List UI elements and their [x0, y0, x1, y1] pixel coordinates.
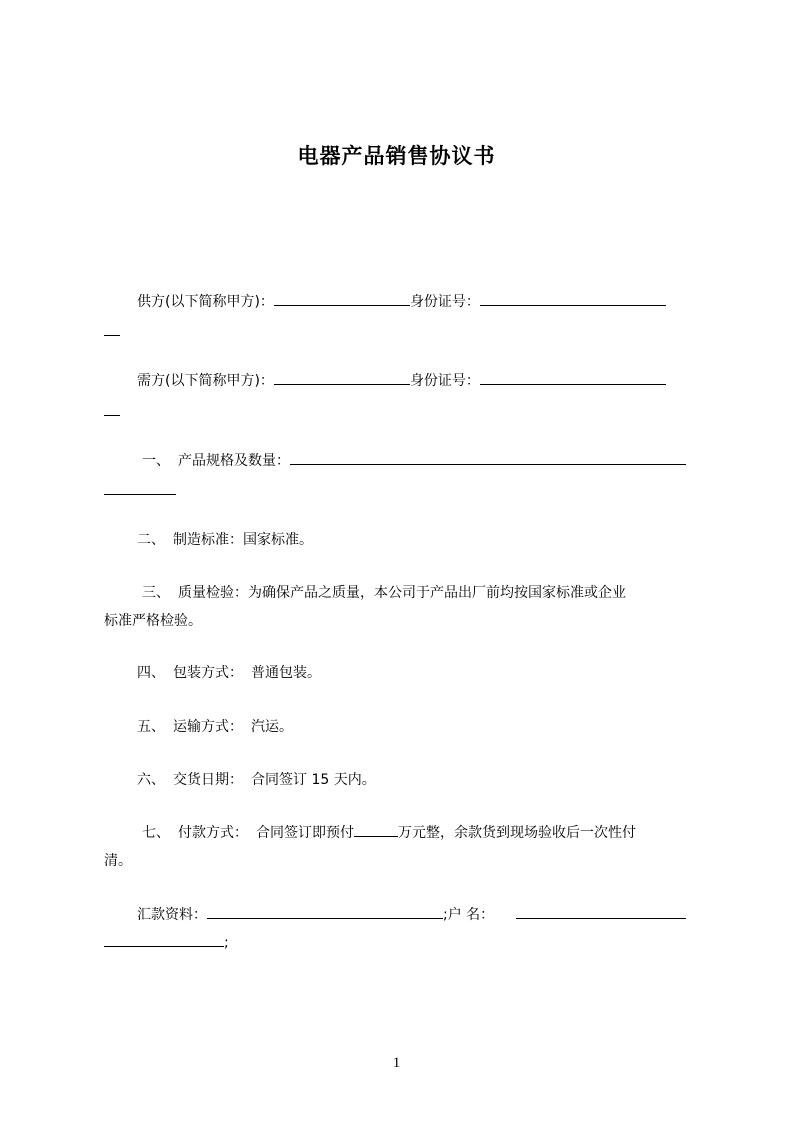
clause-3	[104, 583, 704, 603]
clause-label: 制造标准：	[173, 532, 243, 548]
clause-continuation: 标准严格检验。	[104, 613, 202, 629]
clause-label: 产品规格及数量：	[178, 453, 290, 469]
supplier-line	[104, 292, 704, 312]
remittance-label: 汇款资料：	[137, 907, 207, 923]
remittance-separator: ;	[443, 907, 448, 923]
clause-label: 运输方式：	[173, 719, 243, 735]
clause-number: 三、	[142, 585, 170, 601]
clause-label: 付款方式：	[178, 825, 248, 841]
remittance-line-wrap	[104, 933, 704, 953]
clause-3-wrap	[104, 611, 704, 631]
clause-number: 六、	[137, 772, 165, 788]
clause-number: 五、	[137, 719, 165, 735]
account-name-blank-cont[interactable]	[104, 933, 224, 947]
remittance-info-blank[interactable]	[207, 905, 443, 919]
clause-value: 国家标准。	[243, 532, 313, 548]
clause-5	[104, 717, 704, 737]
clause-value: 为确保产品之质量，本公司于产品出厂前均按国家标准或企业	[248, 585, 626, 601]
buyer-line	[104, 371, 704, 391]
clause-value-after: 万元整，余款货到现场验收后一次性付	[398, 825, 636, 841]
clause-1-wrap	[104, 481, 704, 501]
clause-1	[104, 451, 704, 471]
remittance-end: ;	[224, 935, 229, 951]
clause-number: 七、	[142, 825, 170, 841]
clause-7	[104, 823, 704, 843]
buyer-id-label: 身份证号：	[409, 373, 480, 389]
clause-number: 二、	[137, 532, 165, 548]
product-spec-blank-cont[interactable]	[104, 481, 176, 495]
page-number: 1	[392, 1055, 401, 1071]
supplier-line-wrap	[104, 322, 704, 342]
buyer-label: 需方(以下简称甲方)：	[137, 373, 274, 389]
supplier-id-blank-cont[interactable]	[104, 322, 120, 336]
clause-continuation: 清。	[104, 853, 132, 869]
buyer-id-blank-cont[interactable]	[104, 402, 120, 416]
clause-number: 四、	[137, 665, 165, 681]
clause-7-wrap	[104, 851, 704, 871]
clause-value-before: 合同签订即预付	[256, 825, 354, 841]
document-title: 电器产品销售协议书	[297, 144, 496, 168]
clause-label: 包装方式：	[173, 665, 243, 681]
buyer-name-blank[interactable]	[274, 371, 410, 385]
account-name-label: 户 名：	[447, 907, 495, 923]
clause-value: 汽运。	[251, 719, 293, 735]
clause-number: 一、	[142, 453, 170, 469]
prepayment-amount-blank[interactable]	[354, 823, 398, 837]
supplier-id-label: 身份证号：	[409, 294, 480, 310]
clause-value: 普通包装。	[251, 665, 321, 681]
account-name-blank[interactable]	[516, 905, 686, 919]
buyer-line-wrap	[104, 402, 704, 422]
remittance-line	[104, 905, 704, 925]
clause-4	[104, 663, 704, 683]
clause-6	[104, 770, 704, 790]
clause-value: 合同签订 15 天内。	[251, 772, 376, 788]
supplier-id-blank[interactable]	[480, 292, 666, 306]
buyer-id-blank[interactable]	[480, 371, 666, 385]
clause-label: 交货日期：	[173, 772, 243, 788]
supplier-label: 供方(以下简称甲方)：	[137, 294, 274, 310]
supplier-name-blank[interactable]	[274, 292, 410, 306]
product-spec-blank[interactable]	[290, 451, 686, 465]
clause-label: 质量检验：	[178, 585, 248, 601]
clause-2	[104, 530, 704, 550]
